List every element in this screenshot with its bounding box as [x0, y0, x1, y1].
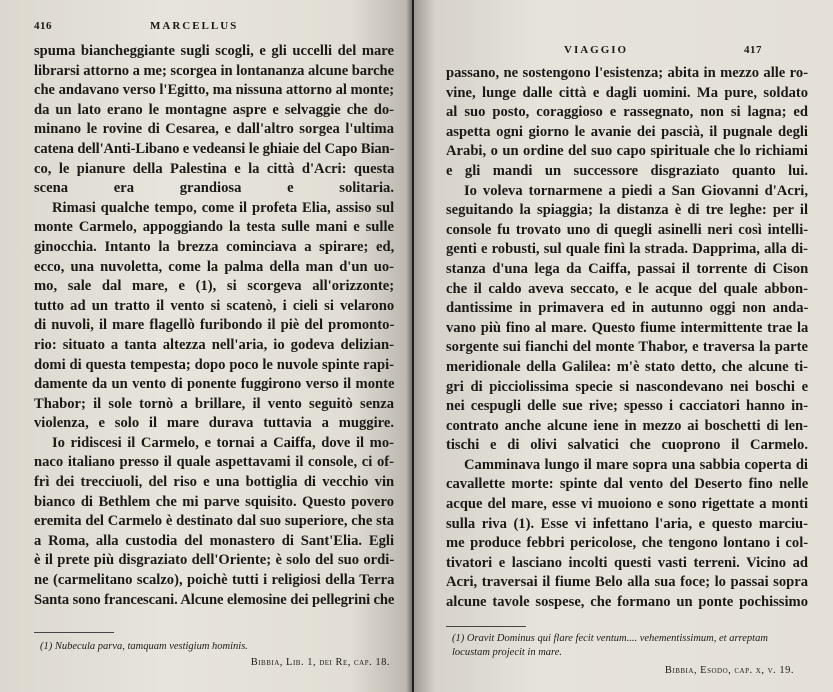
text-line: Santa sono francescani. Alcune elemosine dei pellegrini che [34, 591, 395, 608]
right-page [414, 0, 833, 692]
footnote-source: Bibbia, Esodo, cap. x, v. 19. [664, 665, 794, 676]
text-line: acque del mare, esse vi muoiono e sono rigettate a monti [446, 496, 808, 513]
text-line: ginocchia. Intanto la brezza cominciava a spirare; ed, [34, 238, 395, 255]
text-line: spuma biancheggiante sugli scogli, e gli uccelli del mare [34, 43, 394, 59]
paragraph [446, 64, 808, 182]
text-line: dantissime in primavera ed in autunno oggi non anda- [446, 300, 809, 317]
paragraph [446, 182, 808, 456]
text-line: console fu trovato uno di quegli asinelli neri così intelli- [446, 221, 809, 238]
text-line: naco italiano presso il quale aspettavami il console, ci of- [34, 454, 394, 471]
text-line: nei cespugli delle sue rive; spesso i cacciatori hanno in- [446, 398, 809, 415]
text-line: domi di questa tempesta; dopo poco le nuvole spinte rapi- [34, 356, 394, 373]
text-line: librarsi attorno a me; scorgea in lontananza alcune barche [34, 62, 394, 79]
text-line: Acri, traversai il fiume Belo alla sua foce; lo passai sopra [446, 574, 809, 591]
footnote-text: (1) Oravit Dominus qui flare fecit ventum.... vehementissimum, et arreptam locustam projecit in mare. [452, 633, 768, 658]
text-line: ecco, una nuvoletta, come la palma della man d'un uo- [34, 258, 394, 275]
text-line: cavallette morte: spinte dal vento del Deserto fino nelle [446, 476, 809, 493]
text-line: di nuvoli, il mare flagellò furibondo il piè del promonto- [34, 317, 395, 334]
body-text [446, 64, 808, 613]
paragraph [34, 434, 394, 610]
text-line: sulla riva (1). Esse vi infettano l'aria, e questo marciu- [446, 515, 808, 532]
text-line: passano, ne sostengono l'esistenza; abita in mezzo alle ro- [446, 65, 809, 81]
text-line: seguitando la spiaggia; la distanza è di tre leghe: per il [446, 202, 808, 219]
text-line: meridionale della Galilea: m'è stato detto, che alcune ti- [446, 358, 808, 375]
text-line: Thabor; il sole tornò a brillare, il vento seguitò senza [34, 395, 395, 412]
text-line: co, le pianure della Palestina e la città d'Acri: questa [34, 160, 395, 177]
footnote-text: (1) Nubecula parva, tamquam vestigium hominis. [40, 641, 248, 652]
running-head: MARCELLUS [150, 20, 239, 32]
text-line: Io voleva tornarmene a piedi a San Giovanni d'Acri, [464, 182, 808, 199]
text-line: monte Carmelo, appoggiando la testa sulle mani e sulle [34, 219, 394, 236]
text-line: è il prete più disgraziato dell'Oriente; è solo del suo ordi- [34, 552, 395, 569]
text-line: Io ridiscesi il Carmelo, e tornai a Caiffa, dove il mo- [52, 434, 394, 451]
text-line: stanza d'una lega da Caiffa, passai il torrente di Cison [446, 260, 809, 277]
text-line: violenza, e solo il mare durava tuttavia a muggire. [34, 415, 394, 432]
paragraph [446, 456, 808, 613]
text-line: vine, lunge dalle città e dagli uomini. Ma pure, soldato [446, 84, 809, 101]
text-line: al suo posto, coraggioso e rassegnato, non si lagna; ed [446, 104, 809, 121]
text-line: damente da un vento di ponente fuggirono verso il monte [34, 376, 395, 393]
text-line: vano più fino al mare. Questo fiume intermittente trae la [446, 319, 809, 336]
text-line: ne (carmelitano scalzo), poichè tutti i religiosi della Terra [34, 572, 395, 589]
text-line: che il caldo aveva seccato, e le acque del quale abbon- [446, 280, 808, 297]
text-line: scena era grandiosa e solitaria. [34, 180, 394, 197]
page-number: 417 [744, 44, 762, 56]
text-line: alcune tavole sospese, che formano un ponte pochissimo [446, 594, 808, 611]
running-head: VIAGGIO [564, 44, 629, 56]
text-line: bianco di Bethlem che mi parve squisito. Questo povero [34, 493, 394, 510]
text-line: tivatori e lasciano incolti questi vasti terreni. Vicino ad [446, 554, 809, 571]
text-line: Arabi, o un ordine del suo capo spirituale che lo richiami [446, 143, 808, 160]
text-line: rio: situato a tanta altezza nell'aria, io godeva delizian- [34, 336, 394, 353]
left-page [0, 0, 412, 692]
text-line: mo, sale dal mare, e (1), si scorgeva all'orizzonte; [34, 278, 395, 295]
page-number: 416 [34, 20, 52, 32]
text-line: che andavano verso l'Egitto, ma nissuna attorno al monte; [34, 82, 395, 99]
text-line: contrato anche alcune iene in mezzo ai boschetti di len- [446, 417, 808, 434]
text-line: aspetta ogni giorno le avanie dei pascià, il pugnale degli [446, 123, 808, 140]
text-line: catena dell'Anti-Libano e vedeansi le ghiaie del Capo Bian- [34, 140, 395, 157]
text-line: tutto ad un tratto il vento si scatenò, i cieli si velarono [34, 297, 395, 314]
body-text [34, 42, 394, 610]
paragraph [34, 42, 394, 199]
footnote-rule [34, 632, 114, 633]
footnote-rule [446, 626, 526, 627]
paragraph [34, 199, 394, 434]
text-line: e gli mandi un successore disgraziato quanto lui. [446, 162, 808, 179]
text-line: Camminava lungo il mare sopra una sabbia coperta di [464, 456, 808, 473]
text-line: eremita del Carmelo è destinato dal suo superiore, che sta [34, 513, 394, 530]
text-line: gri di picciolissima specie si nascondevano nei boschi e [446, 378, 809, 395]
text-line: da un lato erano le montagne aspre e selvaggie che do- [34, 101, 394, 118]
text-line: minano le rovine di Cesarea, e dall'altro sorgea l'ultima [34, 121, 394, 138]
text-line: frì dei trecciuoli, del riso e una bottiglia di vecchio vin [34, 474, 395, 491]
text-line: sorgente sui fianchi del monte Thabor, e traversa la parte [446, 339, 808, 356]
footnote-source: Bibbia, Lib. 1, dei Re, cap. 18. [250, 657, 390, 668]
text-line: a Roma, alla custodia del monastero di Sant'Elia. Egli [34, 532, 394, 549]
text-line: tischi e di olivi salvatici che cuoprono il Carmelo. [446, 437, 808, 454]
text-line: Rimasi qualche tempo, come il profeta Elia, assiso sul [52, 199, 395, 216]
text-line: genti e robusti, sul quale finì la strada. Dapprima, alla di- [446, 241, 808, 258]
text-line: me produce febbri pericolose, che tengono lontano i col- [446, 535, 809, 552]
